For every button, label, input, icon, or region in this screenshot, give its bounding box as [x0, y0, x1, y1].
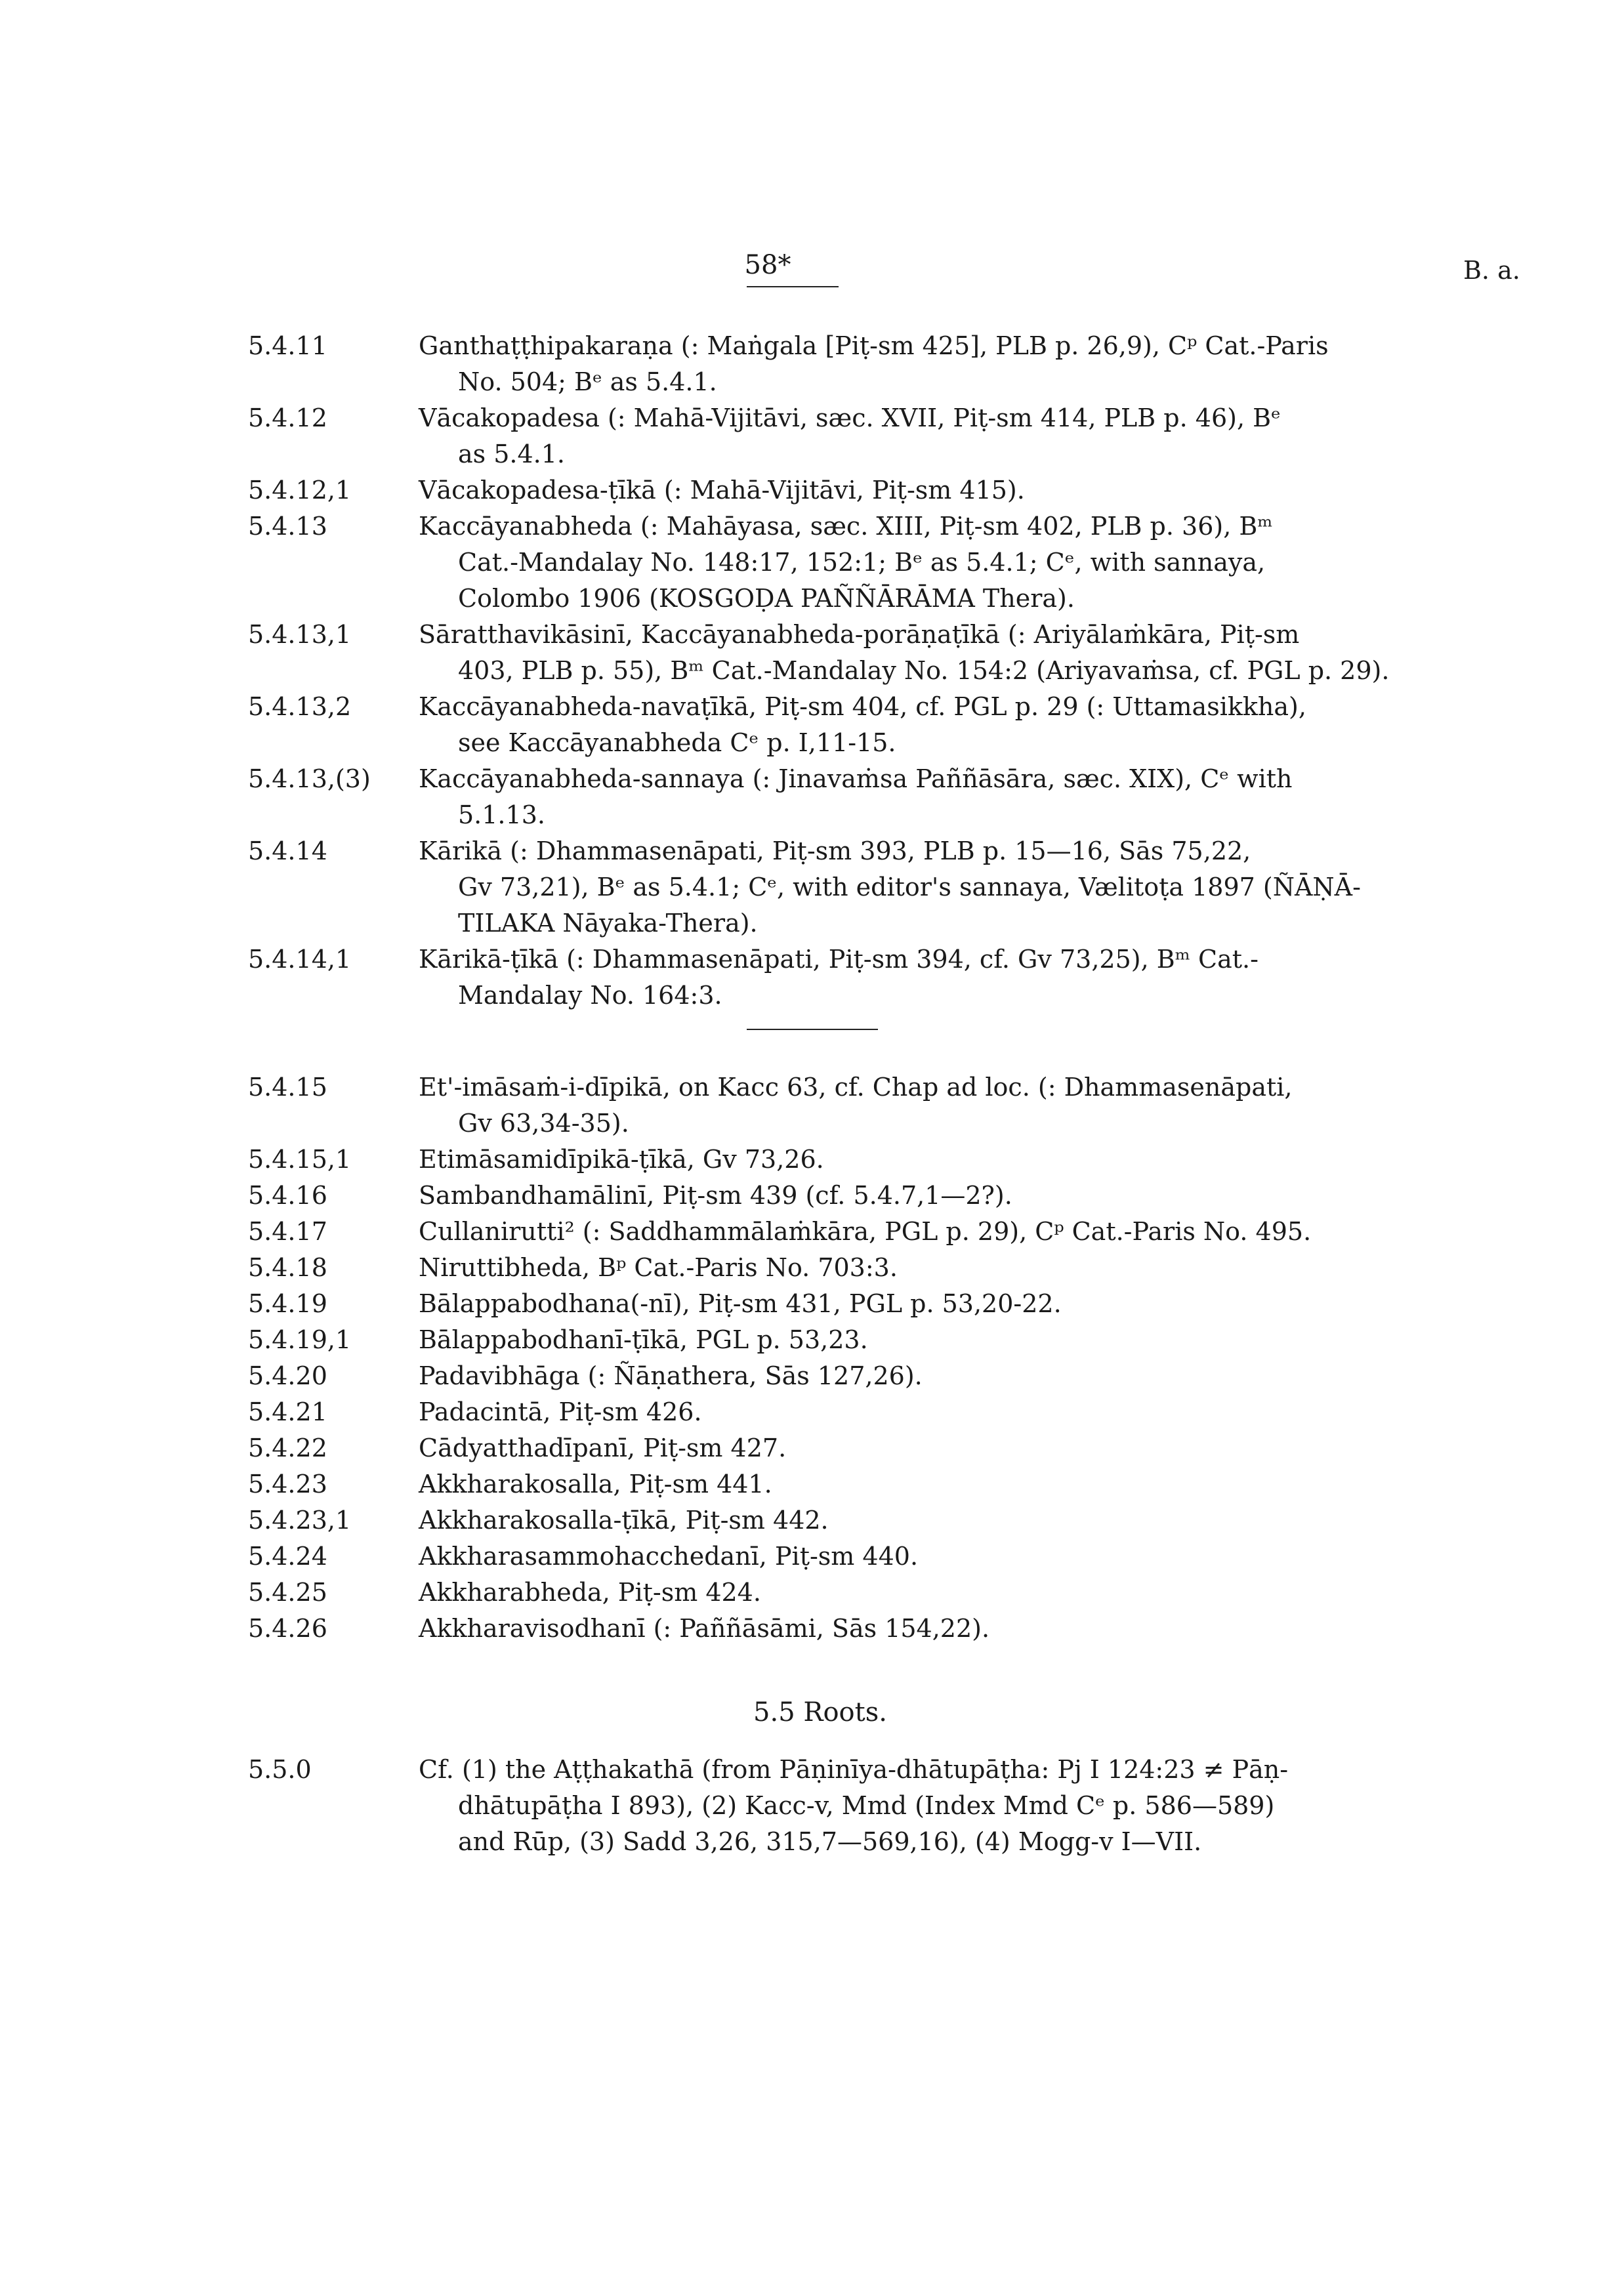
entry-line: Sambandhamālinī, Piṭ-sm 439 (cf. 5.4.7,1—2?).: [419, 1181, 1012, 1210]
entry-line: Akkharavisodhanī (: Paññāsāmi, Sās 154,22).: [419, 1614, 990, 1643]
entry-line: Kārikā-ṭīkā (: Dhammasenāpati, Piṭ-sm 394, cf. Gv 73,25), Bᵐ Cat.-: [419, 945, 1259, 974]
entry-line: Akkharabheda, Piṭ-sm 424.: [419, 1578, 761, 1607]
entry-number: 5.5.0: [248, 1755, 312, 1784]
entry-number: 5.4.12: [248, 403, 327, 432]
entry-number: 5.4.14,1: [248, 945, 352, 974]
entry-number: 5.4.13,2: [248, 692, 352, 721]
entry-number: 5.4.26: [248, 1614, 327, 1643]
entry-text: [419, 617, 1432, 689]
entry-text: [419, 1611, 1432, 1647]
entry-text: [419, 1430, 1432, 1466]
entry-line: Padavibhāga (: Ñāṇathera, Sās 127,26).: [419, 1361, 923, 1390]
entry-line: Niruttibheda, Bᵖ Cat.-Paris No. 703:3.: [419, 1253, 898, 1282]
entry-number: 5.4.13: [248, 512, 327, 541]
entry-line: Kārikā (: Dhammasenāpati, Piṭ-sm 393, PLB p. 15—16, Sās 75,22,: [419, 837, 1251, 865]
entry-line: No. 504; Bᵉ as 5.4.1.: [458, 367, 717, 396]
entry-line: Akkharasammohacchedanī, Piṭ-sm 440.: [419, 1542, 919, 1571]
entry-number: 5.4.15: [248, 1073, 327, 1102]
entry-number: 5.4.23,1: [248, 1506, 352, 1535]
entry-line: 403, PLB p. 55), Bᵐ Cat.-Mandalay No. 154:2 (Ariyavaṁsa, cf. PGL p. 29).: [458, 656, 1390, 685]
entry-line: Kaccāyanabheda (: Mahāyasa, sæc. XIII, Piṭ-sm 402, PLB p. 36), Bᵐ: [419, 512, 1273, 541]
entry-line: as 5.4.1.: [458, 440, 566, 468]
entry-text: [419, 833, 1432, 941]
entry-text: [419, 689, 1432, 761]
entry-line: Gv 63,34-35).: [458, 1109, 629, 1138]
entry-line: Cat.-Mandalay No. 148:17, 152:1; Bᵉ as 5.4.1; Cᵉ, with sannaya,: [458, 548, 1266, 577]
entry-number: 5.4.12,1: [248, 476, 352, 505]
entry-line: Mandalay No. 164:3.: [458, 981, 722, 1010]
entry-line: Akkharakosalla-ṭīkā, Piṭ-sm 442.: [419, 1506, 829, 1535]
entry-line: Etimāsamidīpikā-ṭīkā, Gv 73,26.: [419, 1145, 824, 1174]
entry-text: [419, 328, 1432, 400]
running-head: B. a.: [1463, 256, 1520, 285]
section-title: 5.5 Roots.: [753, 1697, 887, 1727]
entry-line: dhātupāṭha I 893), (2) Kacc-v, Mmd (Index Mmd Cᵉ p. 586—589): [458, 1791, 1275, 1820]
entry-line: Akkharakosalla, Piṭ-sm 441.: [419, 1470, 772, 1499]
entry-number: 5.4.15,1: [248, 1145, 352, 1174]
entry-line: Bālappabodhana(-nī), Piṭ-sm 431, PGL p. 53,20-22.: [419, 1289, 1062, 1318]
entry-text: [419, 472, 1432, 508]
entry-line: Ganthaṭṭhipakaraṇa (: Maṅgala [Piṭ-sm 425], PLB p. 26,9), Cᵖ Cat.-Paris: [419, 331, 1329, 360]
entry-text: [419, 1250, 1432, 1286]
entry-number: 5.4.14: [248, 837, 327, 865]
entry-line: Bālappabodhanī-ṭīkā, PGL p. 53,23.: [419, 1325, 868, 1354]
entry-line: Padacintā, Piṭ-sm 426.: [419, 1397, 702, 1426]
entry-text: [419, 1394, 1432, 1430]
entry-text: [419, 1539, 1432, 1575]
entry-line: Cādyatthadīpanī, Piṭ-sm 427.: [419, 1434, 787, 1462]
entry-line: Sāratthavikāsinī, Kaccāyanabheda-porāṇaṭīkā (: Ariyālaṁkāra, Piṭ-sm: [419, 620, 1300, 649]
entry-number: 5.4.25: [248, 1578, 327, 1607]
entry-line: and Rūp, (3) Sadd 3,26, 315,7—569,16), (4) Mogg-v I—VII.: [458, 1827, 1202, 1856]
entry-line: Et'-imāsaṁ-i-dīpikā, on Kacc 63, cf. Chap ad loc. (: Dhammasenāpati,: [419, 1073, 1293, 1102]
entry-text: [419, 941, 1432, 1014]
entry-number: 5.4.18: [248, 1253, 327, 1282]
entry-text: [419, 1466, 1432, 1502]
entry-number: 5.4.20: [248, 1361, 327, 1390]
entry-text: [419, 1322, 1432, 1358]
entry-number: 5.4.24: [248, 1542, 327, 1571]
entry-number: 5.4.13,1: [248, 620, 352, 649]
entry-line: Kaccāyanabheda-sannaya (: Jinavaṁsa Paññāsāra, sæc. XIX), Cᵉ with: [419, 764, 1293, 793]
page-number-rule: [747, 286, 839, 287]
entry-number: 5.4.17: [248, 1217, 327, 1246]
entry-text: [419, 1069, 1432, 1142]
entry-text: [419, 1502, 1432, 1539]
entry-text: [419, 1214, 1432, 1250]
entry-number: 5.4.19,1: [248, 1325, 352, 1354]
entry-line: TILAKA Nāyaka-Thera).: [458, 909, 758, 938]
entry-text: [419, 400, 1432, 472]
entry-number: 5.4.21: [248, 1397, 327, 1426]
entry-text: [419, 1142, 1432, 1178]
entry-line: Vācakopadesa (: Mahā-Vijitāvi, sæc. XVII, Piṭ-sm 414, PLB p. 46), Bᵉ: [419, 403, 1281, 432]
entry-number: 5.4.23: [248, 1470, 327, 1499]
entry-text: [419, 1286, 1432, 1322]
entry-line: Vācakopadesa-ṭīkā (: Mahā-Vijitāvi, Piṭ-sm 415).: [419, 476, 1025, 505]
entry-line: see Kaccāyanabheda Cᵉ p. I,11-15.: [458, 728, 896, 757]
entry-text: [419, 1178, 1432, 1214]
entry-text: [419, 761, 1432, 833]
entry-line: 5.1.13.: [458, 800, 545, 829]
entry-number: 5.4.13,(3): [248, 764, 371, 793]
entry-text: [419, 1358, 1432, 1394]
entry-text: [419, 1575, 1432, 1611]
entry-number: 5.4.16: [248, 1181, 327, 1210]
entry-text: [419, 508, 1432, 617]
entry-number: 5.4.22: [248, 1434, 327, 1462]
section-separator-rule: [747, 1029, 878, 1030]
entry-line: Kaccāyanabheda-navaṭīkā, Piṭ-sm 404, cf. PGL p. 29 (: Uttamasikkha),: [419, 692, 1306, 721]
page-number: 58*: [744, 250, 791, 280]
entry-number: 5.4.11: [248, 331, 327, 360]
entry-line: Cullanirutti² (: Saddhammālaṁkāra, PGL p. 29), Cᵖ Cat.-Paris No. 495.: [419, 1217, 1312, 1246]
entry-line: Gv 73,21), Bᵉ as 5.4.1; Cᵉ, with editor's sannaya, Vælitoṭa 1897 (ÑĀṆĀ-: [458, 873, 1361, 901]
entry-line: Cf. (1) the Aṭṭhakathā (from Pāṇinīya-dhātupāṭha: Pj I 124:23 ≠ Pāṇ-: [419, 1755, 1289, 1784]
entry-number: 5.4.19: [248, 1289, 327, 1318]
entry-line: Colombo 1906 (KOSGOḌA PAÑÑĀRĀMA Thera).: [458, 584, 1075, 613]
entry-text: [419, 1752, 1432, 1860]
